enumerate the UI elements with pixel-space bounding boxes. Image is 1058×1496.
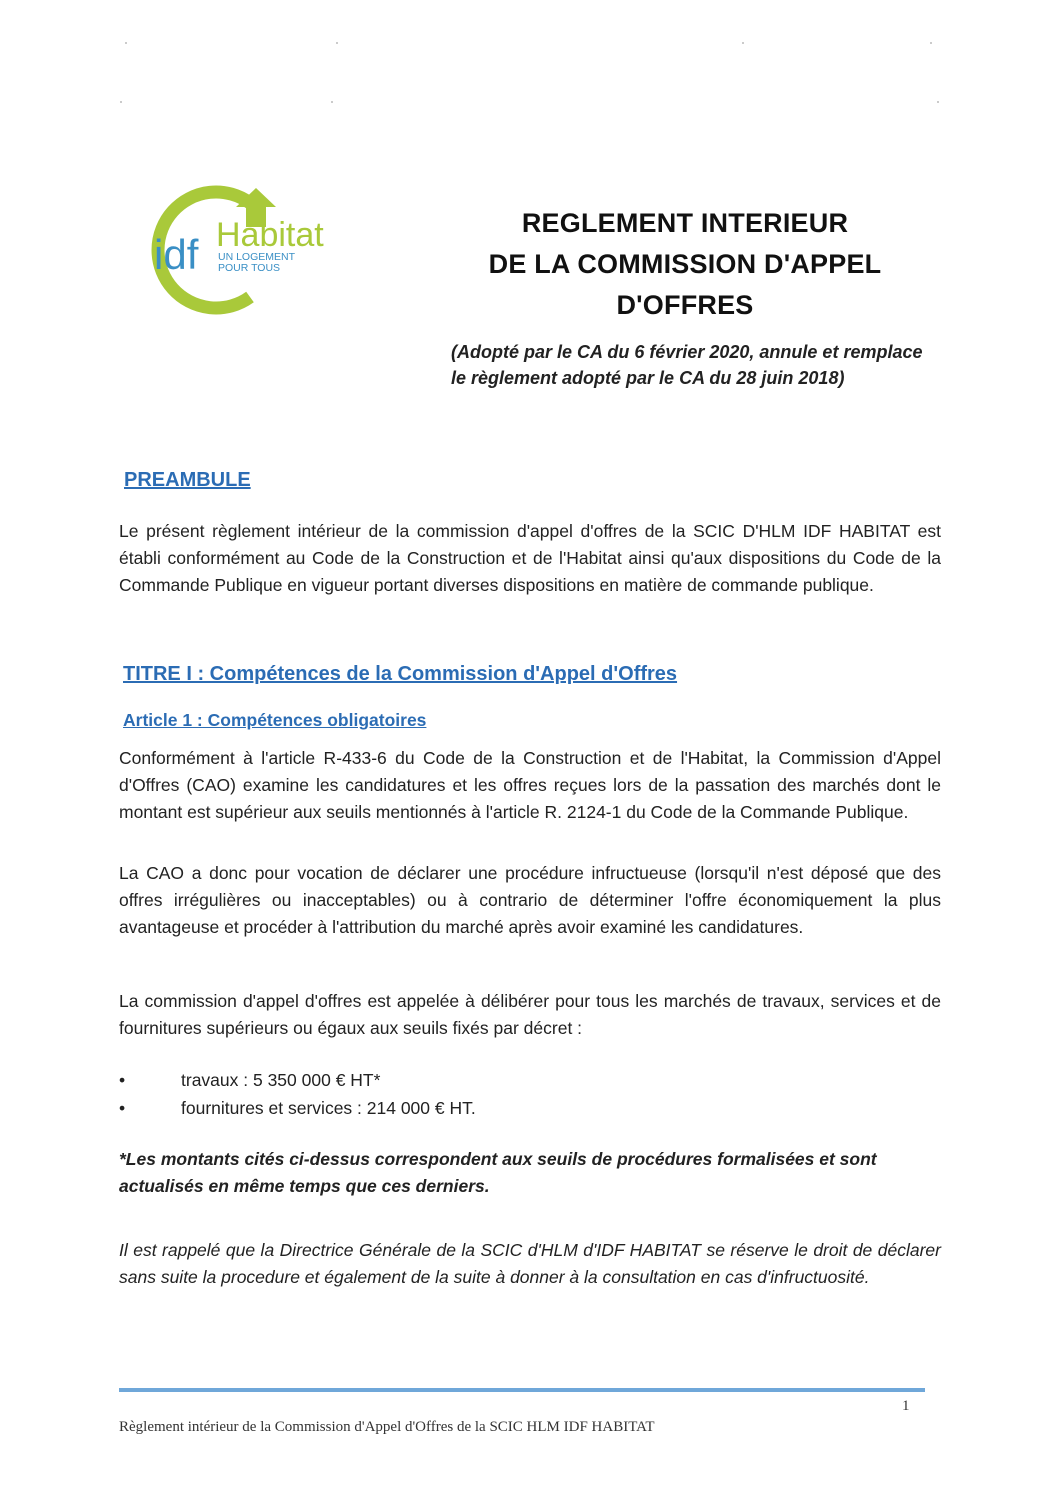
logo-tagline-1: UN LOGEMENT: [218, 251, 296, 263]
list-item: [119, 1095, 476, 1122]
bullet-icon: •: [119, 1098, 126, 1118]
logo-graphic: [132, 185, 377, 315]
footer-text: Règlement intérieur de la Commission d'Appel d'Offres de la SCIC HLM IDF HABITAT: [119, 1419, 655, 1435]
page-number: 1: [902, 1398, 910, 1414]
thresholds-note: *Les montants cités ci-dessus correspondent aux seuils de procédures formalisées et sont actualisés en même temps que ces derniers.: [119, 1149, 877, 1196]
reminder-paragraph: Il est rappelé que la Directrice Générale de la SCIC d'HLM d'IDF HABITAT se réserve le droit de déclarer sans suite la procedure et également de la suite à donner à la consultation en cas d'infructuosité.: [119, 1240, 941, 1287]
bullet-text: fournitures et services : 214 000 € HT.: [181, 1098, 476, 1118]
bullet-icon: •: [119, 1070, 126, 1090]
preambule-text: Le présent règlement intérieur de la commission d'appel d'offres de la SCIC D'HLM IDF HABITAT est établi conformément au Code de la Construction et de l'Habitat ainsi qu'aux dispositions du Code de la Commande Publique en vigueur portant diverses dispositions en matière de commande publique.: [119, 521, 941, 595]
title-line-3: D'OFFRES: [616, 290, 754, 320]
titre-1-heading: TITRE I : Compétences de la Commission d'Appel d'Offres: [123, 663, 678, 685]
list-item: [119, 1067, 380, 1094]
logo-habitat-text: Habitat: [216, 216, 324, 254]
subtitle-line-2: le règlement adopté par le CA du 28 juin 2018): [451, 368, 845, 388]
article-1-paragraph-3: La commission d'appel d'offres est appelée à délibérer pour tous les marchés de travaux, services et de fournitures supérieurs ou égaux aux seuils fixés par décret :: [119, 991, 941, 1038]
logo-idf-text: idf: [154, 231, 199, 278]
subtitle-line-1: (Adopté par le CA du 6 février 2020, annule et remplace: [451, 342, 923, 362]
bullet-text: travaux : 5 350 000 € HT*: [181, 1070, 381, 1090]
title-line-1: REGLEMENT INTERIEUR: [521, 208, 849, 238]
logo-tagline-2: POUR TOUS: [218, 262, 281, 274]
document-subtitle: [451, 339, 971, 391]
idf-habitat-logo: [132, 185, 377, 315]
article-1-paragraph-1: Conformément à l'article R-433-6 du Code de la Construction et de l'Habitat, la Commission d'Appel d'Offres (CAO) examine les candidatures et les offres reçues lors de la passation des marchés dont le montant est supérieur aux seuils mentionnés à l'article R. 2124-1 du Code de la Commande Publique.: [119, 748, 941, 822]
document-title: [400, 203, 970, 326]
footer-divider: [119, 1388, 925, 1392]
preambule-heading: PREAMBULE: [124, 469, 251, 491]
article-1-paragraph-2: La CAO a donc pour vocation de déclarer une procédure infructueuse (lorsqu'il n'est déposé que des offres irrégulières ou inacceptables) ou à contrario de déterminer l'offre économiquement la plus avantageuse et procéder à l'attribution du marché après avoir examiné les candidatures.: [119, 863, 941, 937]
article-1-heading: Article 1 : Compétences obligatoires: [123, 710, 427, 730]
title-line-2: DE LA COMMISSION D'APPEL: [488, 249, 882, 279]
